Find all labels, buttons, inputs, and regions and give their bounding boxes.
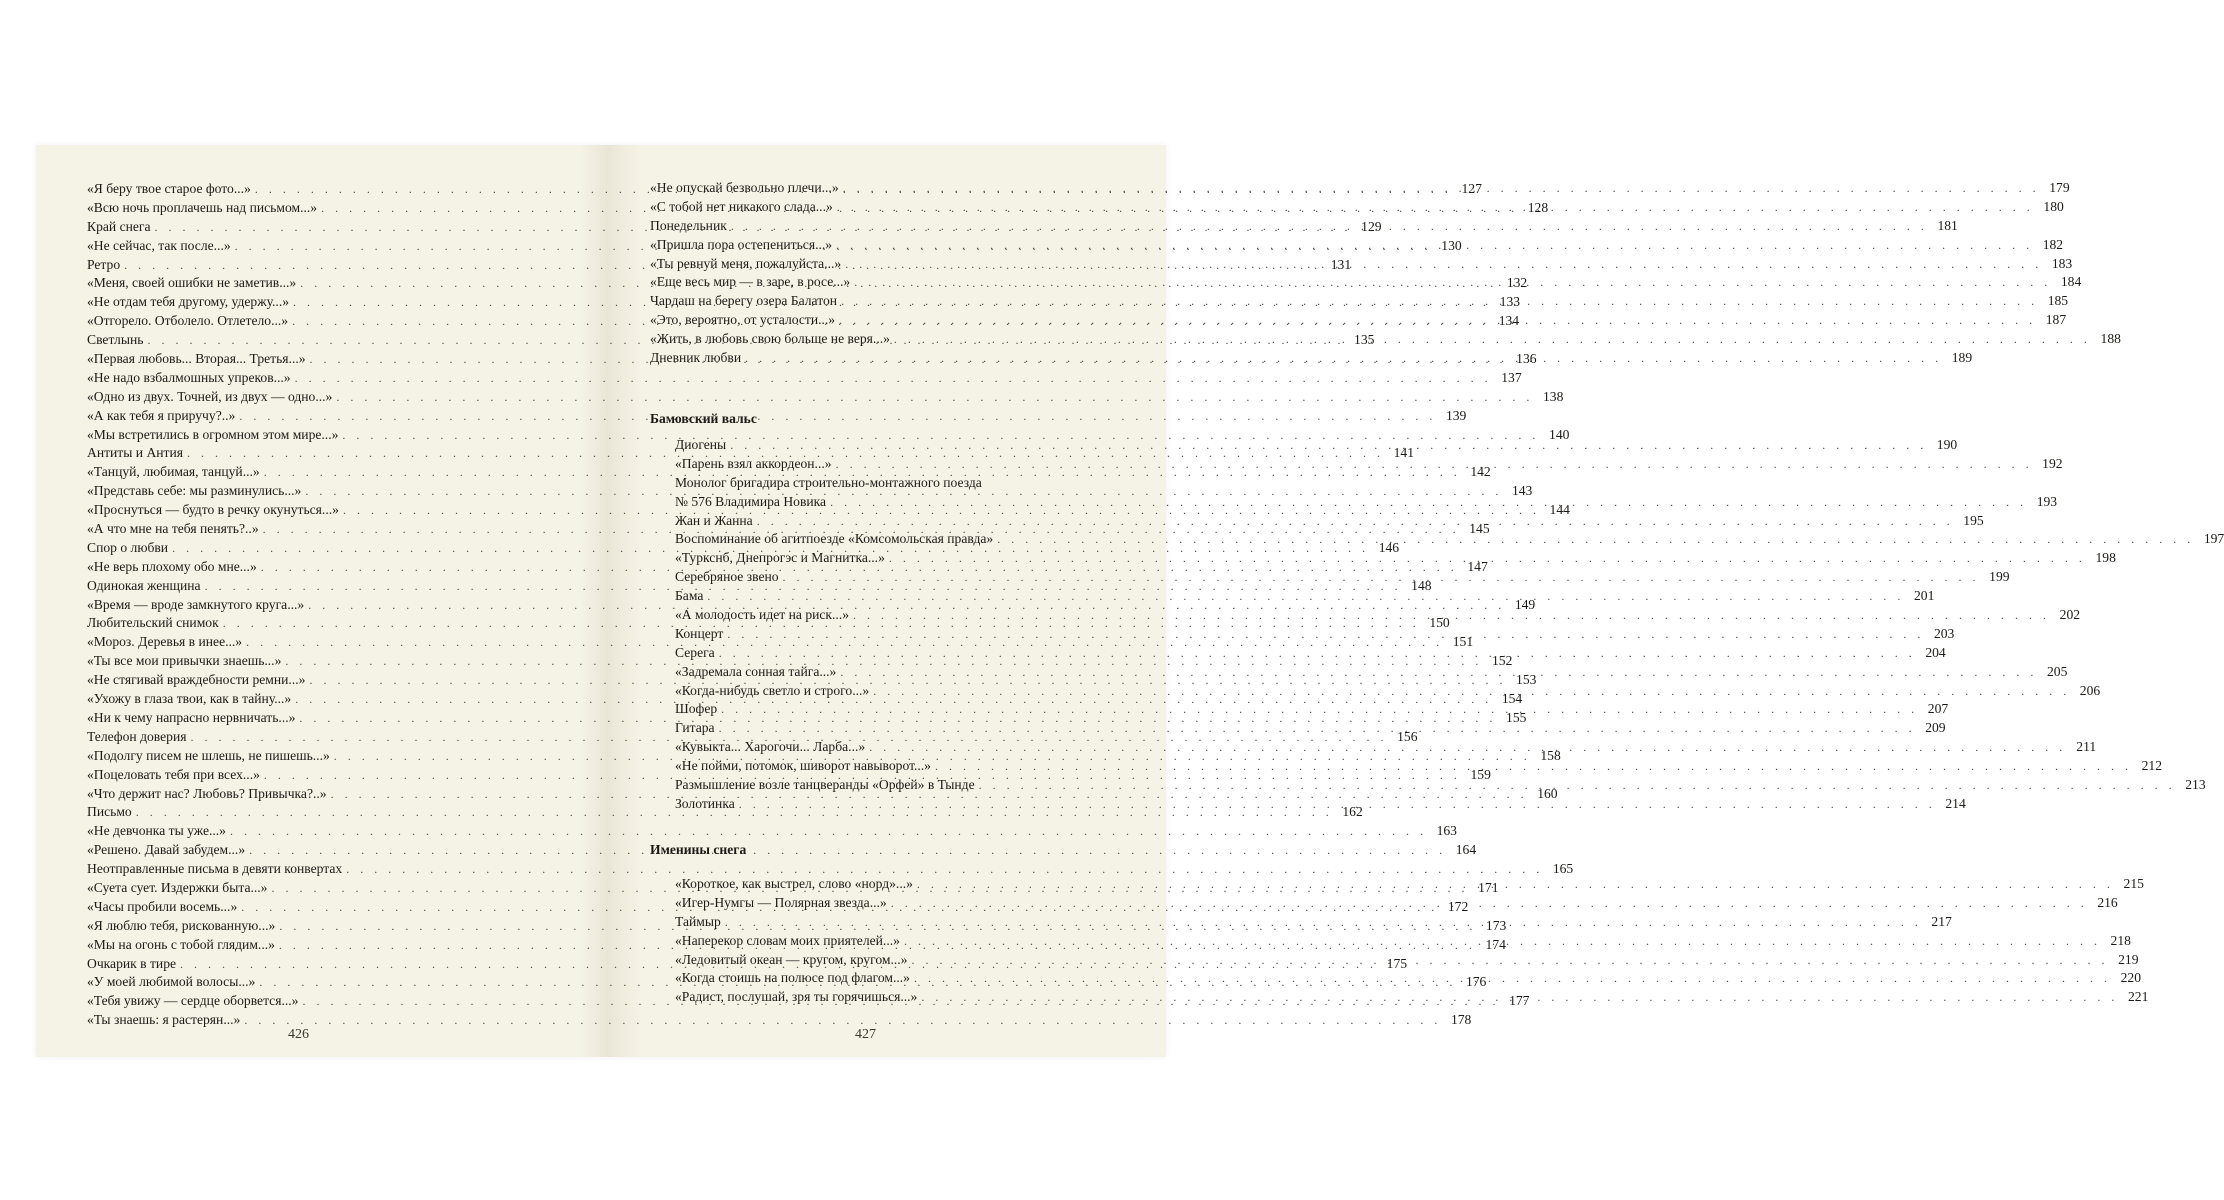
entry-page-number: 158 [1540,747,1561,763]
entry-title: «А молодость идет на риск...» [675,607,850,623]
dot-leader [739,795,1936,814]
dot-leader [911,951,2108,970]
entry-page-number: 215 [2123,876,2144,891]
entry-page-number: 202 [2059,607,2081,623]
entry-title: «Меня, своей ошибки не заметив...» [87,275,297,291]
entry-page-number: 163 [1436,823,1457,839]
entry-title: «Одно из двух. Точней, из двух — одно...» [87,388,333,404]
entry-title: Ретро [87,256,121,272]
entry-page-number: 162 [1342,804,1363,820]
entry-title: Размышление возле танцверанды «Орфей» в Тынде [675,777,975,793]
entry-title: «Представь себе: мы разминулись...» [87,483,302,499]
entry-title: «Не сейчас, так после...» [87,237,231,253]
dot-leader [894,330,2091,349]
entry-page-number: 220 [2120,970,2141,986]
dot-leader [853,606,2050,625]
entry-page-number: 129 [1361,218,1382,234]
entry-page-number: 203 [1933,625,1955,641]
entry-page-number: 217 [1931,913,1952,929]
dot-leader [830,493,2027,512]
toc-entry [675,474,1133,493]
entry-page-number: 190 [1936,437,1958,452]
toc-entry [87,369,1522,388]
entry-page-number: 130 [1441,237,1462,253]
entry-page-number: 211 [2076,739,2097,755]
entry-title: «Отгорело. Отболело. Отлетело...» [87,313,289,329]
entry-page-number: 149 [1514,596,1536,612]
entry-title: «Мы встретились в огромном этом мире...» [87,426,339,442]
dot-leader [836,236,2033,255]
entry-page-number: 204 [1925,644,1946,660]
entry-page-number: 142 [1470,464,1491,480]
entry-page-number: 177 [1509,993,1530,1009]
entry-title: «Кувыкта... Харогочи... Ларба...» [675,739,866,755]
dot-leader [707,587,1904,606]
entry-title: Воспоминание об агитпоезде «Комсомольская правда» [675,531,994,547]
dot-leader [757,512,1954,531]
entry-page-number: 199 [1989,569,2010,585]
dot-leader [719,644,1916,663]
entry-title: Телефон доверия [87,728,187,744]
entry-page-number: 201 [1914,588,1935,604]
entry-page-number: 178 [1450,1012,1472,1028]
entry-page-number: 209 [1925,720,1946,736]
entry-page-number: 156 [1397,728,1418,744]
entry-page-number: 179 [2049,180,2070,195]
entry-page-number: 148 [1411,577,1432,593]
entry-page-number: 189 [1951,350,1973,366]
entry-title: «Не отдам тебя другому, удержу...» [87,294,290,310]
entry-title: «Пришла пора остепениться...» [650,236,833,252]
dot-leader [725,913,1922,932]
section-title: Именины снега [650,842,747,857]
entry-title: Монолог бригадира строительно-монтажного поезда [675,474,982,490]
entry-title: «Не девчонка ты уже...» [87,823,226,839]
entry-page-number: 198 [2095,550,2116,566]
entry-page-number: 137 [1501,369,1522,385]
dot-leader [727,625,1924,644]
entry-page-number: 144 [1549,502,1570,518]
entry-title: Диогены [675,437,727,452]
dot-leader [869,738,2066,757]
entry-title: «Когда-нибудь светло и строго...» [675,682,870,698]
dot-leader [917,875,2114,894]
entry-title: «Задремала сонная тайга...» [675,663,837,679]
entry-page-number: 164 [1455,842,1477,858]
entry-page-number: 133 [1499,294,1521,310]
entry-page-number: 135 [1354,332,1375,348]
entry-title: Шофер [675,701,718,717]
entry-page-number: 192 [2042,455,2063,471]
entry-title: Золотинка [675,795,735,811]
entry-title: «Ухожу в глаза твои, как в тайну...» [87,691,292,707]
entry-title: «Что держит нас? Любовь? Привычка?..» [87,785,327,801]
entry-title: «Парень взял аккордеон...» [675,455,832,471]
entry-title: «Не пойми, потомок, шиворот навыворот...» [675,758,931,774]
entry-title: «Я люблю тебя, рискованную...» [87,917,276,933]
entry-title: «Часы пробили восемь...» [87,898,238,914]
entry-title: «Решено. Давай забудем...» [87,842,246,858]
entry-title: «Не стягивай враждебности ремни...» [87,672,306,688]
dot-leader [839,311,2036,330]
entry-title: «Суета сует. Издержки быта...» [87,879,268,895]
entry-title: «Радист, послушай, зря ты горячишься...» [675,989,918,1005]
entry-page-number: 159 [1470,766,1491,782]
dot-leader [845,255,2042,274]
entry-title: «Еще весь мир — в заре, в росе...» [650,274,851,290]
entry-page-number: 181 [1937,217,1958,233]
section-title: Бамовский вальс [650,411,757,426]
entry-page-number: 216 [2097,894,2118,910]
dot-leader [891,894,2088,913]
dot-leader [230,822,1427,841]
dot-leader [914,969,2111,988]
entry-title: «У моей любимой волосы...» [87,974,256,990]
entry-page-number: 136 [1516,351,1537,367]
entry-title: «Ты ревнуй меня, пожалуйста...» [650,255,842,271]
entry-page-number: 185 [2047,293,2069,309]
entry-title: Дневник любви [650,350,742,366]
entry-title: Письмо [87,804,132,820]
entry-page-number: 151 [1452,634,1474,650]
entry-page-number: 221 [2127,989,2149,1005]
entry-title: Серега [675,644,715,660]
entry-page-number: 212 [2141,758,2162,774]
toc-entry [87,860,1574,879]
entry-page-number: 152 [1492,653,1513,669]
entry-page-number: 127 [1461,181,1482,196]
entry-title: Серебряное звено [675,569,779,585]
dot-leader [731,217,1928,236]
entry-title: Любительский снимок [87,615,219,631]
dot-leader [721,700,1918,719]
entry-title: «Тебя увижу — сердце оборвется...» [87,993,299,1009]
entry-page-number: 147 [1467,558,1488,574]
entry-title: «Это, вероятно, от усталости...» [650,312,836,328]
entry-page-number: 131 [1330,256,1352,272]
entry-title: «Короткое, как выстрел, слово «норд»...» [675,876,913,891]
entry-page-number: 195 [1963,512,1984,528]
toc-entry [87,1011,1472,1030]
entry-title: «Туркснб, Днепрогэс и Магнитка...» [675,550,885,566]
entry-page-number: 176 [1465,974,1487,990]
dot-leader [244,1011,1441,1030]
dot-leader [997,530,2194,549]
entry-page-number: 213 [2185,777,2206,793]
entry-title: Край снега [87,218,151,234]
dot-leader [889,549,2086,568]
entry-page-number: 206 [2079,682,2101,698]
dot-leader [730,436,1927,455]
entry-page-number: 154 [1501,691,1523,707]
entry-title: «Не верь плохому обо мне...» [87,558,257,574]
entry-title: Спор о любви [87,539,169,555]
entry-title: Антиты и Антия [87,445,184,461]
entry-title: «Ты знаешь: я растерян...» [87,1012,241,1028]
entry-title: «Всю ночь проплачешь над письмом...» [87,199,318,215]
entry-title: «Ты все мои привычки знаешь...» [87,653,282,669]
entry-page-number: 183 [2051,255,2073,271]
entry-page-number: 205 [2046,663,2068,679]
dot-leader [837,198,2034,217]
entry-page-number: 146 [1378,539,1400,555]
entry-page-number: 197 [2203,531,2224,547]
entry-title: «Игер-Нумгы — Полярная звезда...» [675,894,887,910]
dot-leader [745,349,1942,368]
entry-page-number: 174 [1485,936,1506,952]
entry-title: «А что мне на тебя пенять?..» [87,521,259,537]
entry-page-number: 165 [1552,861,1574,877]
entry-title: «Подолгу писем не шлешь, не пишешь...» [87,747,330,763]
entry-page-number: 193 [2036,493,2058,509]
entry-page-number: 145 [1469,521,1490,537]
entry-title: «Проснуться — будто в речку окунуться...» [87,502,339,518]
dot-leader [840,663,2037,682]
entry-title: Очкарик в тире [87,955,177,971]
dot-leader [719,719,1916,738]
entry-title: «Я беру твое старое фото...» [87,181,251,196]
entry-page-number: 219 [2118,951,2139,967]
dot-leader [854,273,2051,292]
entry-page-number: 153 [1516,672,1537,688]
entry-title: Жан и Жанна [675,512,753,528]
entry-title: «Поцеловать тебя при всех...» [87,766,260,782]
entry-title: «Ледовитый океан — кругом, кругом...» [675,951,908,967]
entry-title: «Наперекор словам моих приятелей...» [675,932,900,948]
page-number-right: 427 [855,1027,876,1042]
entry-page-number: 184 [2060,274,2082,290]
dot-leader [783,568,1980,587]
entry-page-number: 139 [1445,407,1467,423]
entry-title: Чардаш на берегу озера Балатон [650,293,838,309]
dot-leader [843,179,2040,198]
entry-page-number: 160 [1537,785,1558,801]
entry-page-number: 218 [2110,932,2131,948]
entry-title: «Ни к чему напрасно нервничать...» [87,709,296,725]
dot-leader [921,988,2118,1007]
entry-title: Бама [675,588,704,604]
entry-page-number: 132 [1506,275,1528,291]
entry-title: «Мы на огонь с тобой глядим...» [87,936,275,952]
dot-leader [904,932,2101,951]
entry-title: «Танцуй, любимая, танцуй...» [87,464,260,480]
entry-page-number: 173 [1485,917,1507,933]
entry-page-number: 214 [1945,795,1966,811]
toc-entry [87,388,1564,407]
page-number-left: 426 [288,1027,309,1042]
entry-title: «С тобой нет никакого слада...» [650,198,833,214]
entry-page-number: 172 [1447,898,1469,914]
entry-page-number: 207 [1927,701,1949,717]
entry-title: Неотправленные письма в девяти конвертах [87,861,343,877]
dot-leader [295,369,1492,388]
dot-leader [836,455,2033,474]
entry-page-number: 134 [1498,313,1520,329]
entry-page-number: 187 [2045,312,2067,328]
dot-leader [979,776,2176,795]
entry-title: «Первая любовь... Вторая... Третья...» [87,351,306,367]
entry-title: «Не опускай безвольно плечи...» [650,180,839,195]
entry-page-number: 155 [1506,709,1527,725]
entry-page-number: 141 [1393,445,1415,461]
entry-page-number: 140 [1549,426,1570,442]
entry-title: «Время — вроде замкнутого круга...» [87,596,305,612]
entry-page-number: 180 [2043,198,2064,214]
entry-page-number: 188 [2100,331,2121,347]
entry-title: «А как тебя я приручу?..» [87,407,236,423]
entry-title: «Жить, в любовь свою больше не веря...» [650,331,890,347]
entry-page-number: 150 [1429,615,1450,631]
entry-page-number: 138 [1542,388,1564,404]
entry-title: «Когда стоишь на полюсе под флагом...» [675,970,910,986]
entry-title: Гитара [675,720,715,736]
dot-leader [935,757,2132,776]
entry-page-number: 171 [1478,879,1499,895]
entry-title: № 576 Владимира Новика [675,493,827,509]
dot-leader [873,682,2070,701]
toc-entry [87,822,1457,841]
dot-leader [841,292,2038,311]
entry-title: «Не надо взбалмошных упреков...» [87,369,291,385]
entry-title: Таймыр [675,913,721,929]
entry-title: Концерт [675,625,724,641]
entry-page-number: 143 [1511,483,1533,499]
entry-title: Одинокая женщина [87,577,201,593]
entry-page-number: 182 [2042,236,2064,252]
entry-title: Понедельник [650,217,727,233]
entry-page-number: 128 [1527,199,1549,215]
entry-title: «Мороз. Деревья в инее...» [87,634,243,650]
entry-page-number: 175 [1386,955,1408,971]
dot-leader [336,388,1533,407]
entry-title: Светлынь [87,332,144,348]
